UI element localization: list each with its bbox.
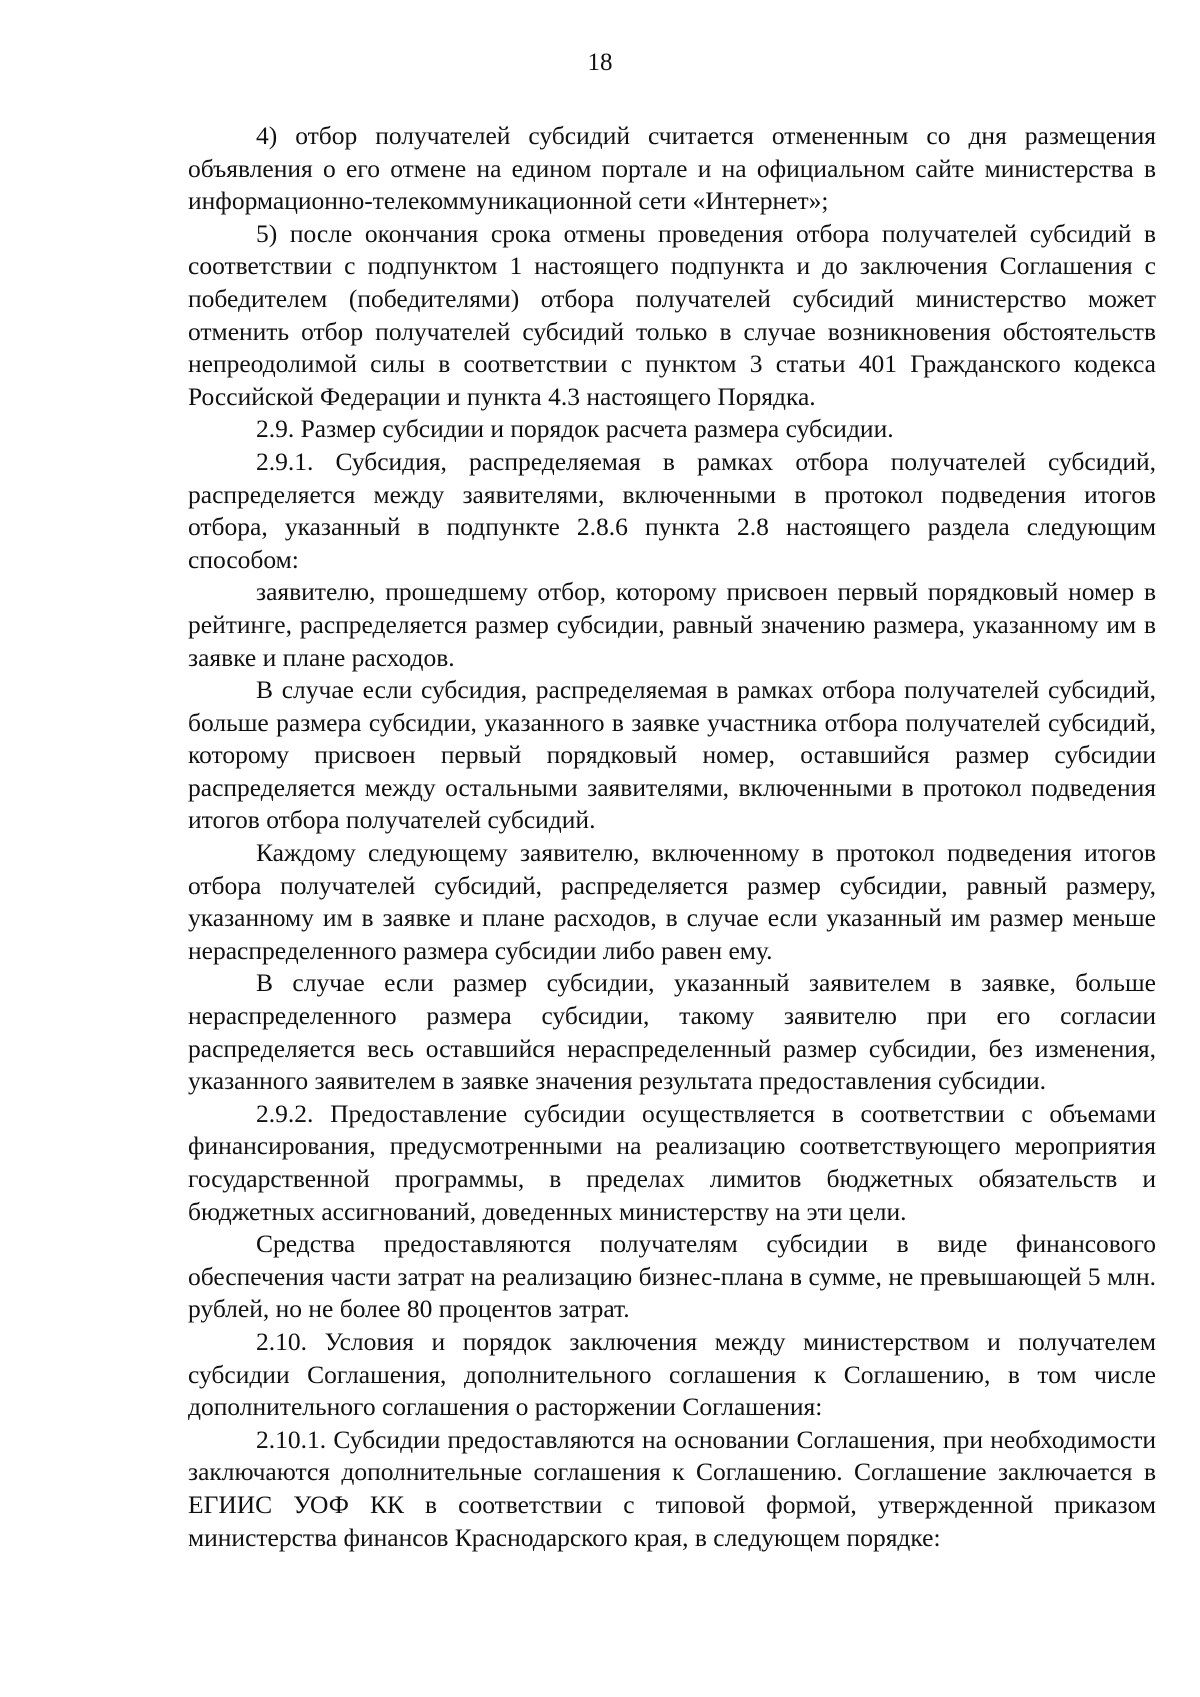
section-heading-2-10: 2.10. Условия и порядок заключения между министерством и получателем субсидии Соглашения, дополнительного соглашения к Соглашению, в том числе дополнительного соглашения о расторжении Соглашения:: [188, 1326, 1156, 1422]
paragraph-next-applicant: Каждому следующему заявителю, включенному в протокол подведения итогов отбора получателей субсидий, распределяется размер субсидии, равный размеру, указанному им в заявке и плане расходов, в случае если указанный им размер меньше нераспределенного размера субсидии либо равен ему.: [188, 838, 1156, 965]
document-body: [188, 120, 1156, 1554]
paragraph-funding-limit: Средства предоставляются получателям субсидии в виде финансового обеспечения части затрат на реализацию бизнес-плана в сумме, не превышающей 5 млн. рублей, но не более 80 процентов затрат.: [188, 1229, 1156, 1324]
section-heading-2-9: 2.9. Размер субсидии и порядок расчета размера субсидии.: [256, 414, 894, 444]
paragraph-2-9-2: 2.9.2. Предоставление субсидии осуществляется в соответствии с объемами финансирования, предусмотренными на реализацию соответствующего мероприятия государственной программы, в пределах лимитов бюджетных обязательств и бюджетных ассигнований, доведенных министерству на эти цели.: [188, 1098, 1156, 1226]
paragraph-remaining-distribution: В случае если субсидия, распределяемая в рамках отбора получателей субсидий, больше размера субсидии, указанного в заявке участника отбора получателей субсидий, которому присвоен первый порядковый номер, оставшийся размер субсидии распределяется между остальными заявителями, включенными в протокол подведения итогов отбора получателей субсидий.: [188, 675, 1156, 835]
paragraph-2-10-1: 2.10.1. Субсидии предоставляются на основании Соглашения, при необходимости заключаются дополнительные соглашения к Соглашению. Соглашение заключается в ЕГИИС УОФ КК в соответствии с типовой формой, утвержденной приказом министерства финансов Краснодарского края, в следующем порядке:: [188, 1424, 1156, 1552]
paragraph-exceeding-request: В случае если размер субсидии, указанный заявителем в заявке, больше нераспределенного размера субсидии, такому заявителю при его согласии распределяется весь оставшийся нераспределенный размер субсидии, без изменения, указанного заявителем в заявке значения результата предоставления субсидии.: [188, 968, 1156, 1096]
page-number: 18: [587, 49, 613, 76]
paragraph-cancellation-date: 4) отбор получателей субсидий считается отмененным со дня размещения объявления о его отмене на едином портале и на официальном сайте министерства в информационно-телекоммуникационной сети «Интернет»;: [188, 121, 1156, 216]
paragraph-2-9-1: 2.9.1. Субсидия, распределяемая в рамках отбора получателей субсидий, распределяется между заявителями, включенными в протокол подведения итогов отбора, указанный в подпункте 2.8.6 пункта 2.8 настоящего раздела следующим способом:: [188, 446, 1156, 574]
paragraph-first-applicant: заявителю, прошедшему отбор, которому присвоен первый порядковый номер в рейтинге, распределяется размер субсидии, равный значению размера, указанному им в заявке и плане расходов.: [188, 577, 1156, 672]
paragraph-force-majeure: 5) после окончания срока отмены проведения отбора получателей субсидий в соответствии с подпунктом 1 настоящего подпункта и до заключения Соглашения с победителем (победителями) отбора получателей субсидий министерство может отменить отбор получателей субсидий только в случае возникновения обстоятельств непреодолимой силы в соответствии с пунктом 3 статьи 401 Гражданского кодекса Российской Федерации и пункта 4.3 настоящего Порядка.: [188, 218, 1156, 411]
